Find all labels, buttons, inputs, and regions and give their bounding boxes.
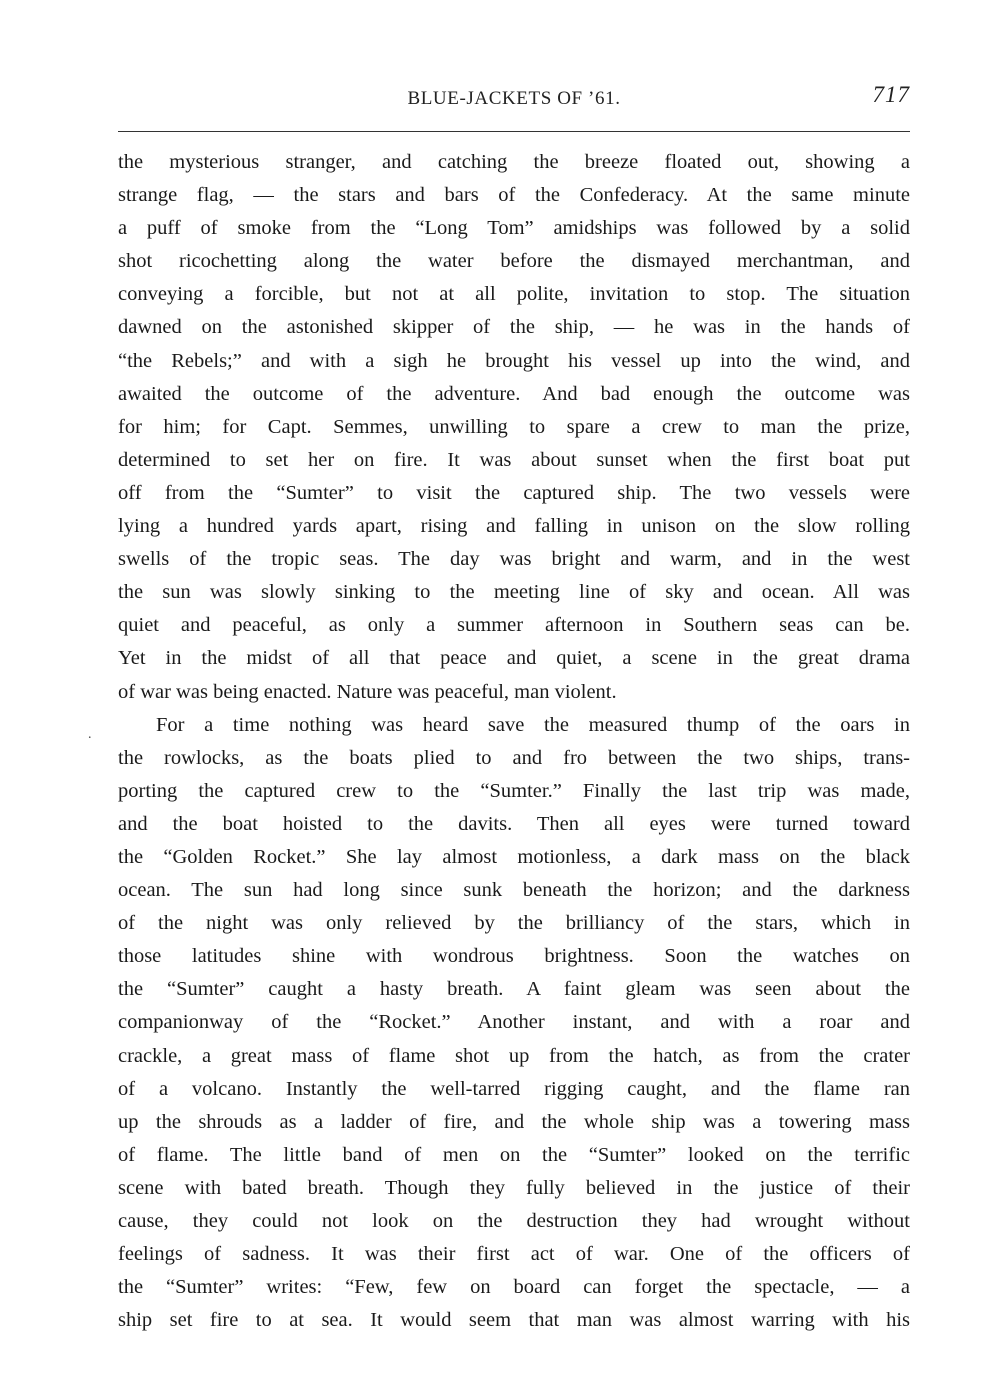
text-line: “the Rebels;” and with a sigh he brought his vessel up into the wind, and — [118, 349, 910, 372]
text-line: cause, they could not look on the destruction they had wrought without — [118, 1210, 910, 1232]
text-line: the rowlocks, as the boats plied to and fro between the two ships, trans- — [118, 746, 910, 769]
text-line: off from the “Sumter” to visit the captured ship. The two vessels were — [118, 481, 910, 504]
text-line: of war was being enacted. Nature was peaceful, man violent. — [118, 680, 617, 703]
text-line: ship set fire to at sea. It would seem that man was almost warring with his — [118, 1309, 910, 1332]
text-line: for him; for Capt. Semmes, unwilling to spare a crew to man the prize, — [118, 415, 910, 438]
text-line: the sun was slowly sinking to the meeting line of sky and ocean. All was — [118, 581, 910, 604]
body-text — [118, 146, 910, 1337]
text-line: dawned on the astonished skipper of the ship, — he was in the hands of — [118, 316, 910, 339]
page-number: 717 — [872, 82, 910, 107]
text-line: ocean. The sun had long since sunk beneath the horizon; and the darkness — [118, 879, 910, 902]
text-line: companionway of the “Rocket.” Another instant, and with a roar and — [118, 1011, 910, 1034]
text-line: the mysterious stranger, and catching the breeze floated out, showing a — [118, 151, 910, 173]
text-line: the “Sumter” caught a hasty breath. A faint gleam was seen about the — [118, 978, 910, 1001]
text-line: swells of the tropic seas. The day was bright and warm, and in the west — [118, 548, 910, 571]
paragraph-2 — [118, 709, 910, 1338]
text-line: lying a hundred yards apart, rising and falling in unison on the slow rolling — [118, 515, 910, 538]
text-line: those latitudes shine with wondrous brightness. Soon the watches on — [118, 945, 910, 968]
text-line: of flame. The little band of men on the “Sumter” looked on the terrific — [118, 1143, 910, 1166]
text-line: and the boat hoisted to the davits. Then all eyes were turned toward — [118, 812, 910, 835]
text-line: the “Golden Rocket.” She lay almost motionless, a dark mass on the black — [118, 845, 910, 868]
text-line: scene with bated breath. Though they fully believed in the justice of their — [118, 1176, 910, 1199]
running-head — [118, 82, 910, 116]
text-line: the “Sumter” writes: “Few, few on board can forget the spectacle, — a — [118, 1276, 910, 1299]
text-line: shot ricochetting along the water before the dismayed merchantman, and — [118, 250, 910, 273]
text-line: porting the captured crew to the “Sumter.” Finally the last trip was made, — [118, 779, 910, 802]
header-rule — [118, 131, 910, 132]
text-line: feelings of sadness. It was their first act of war. One of the officers of — [118, 1243, 910, 1266]
text-line: quiet and peaceful, as only a summer afternoon in Southern seas can be. — [118, 614, 910, 637]
text-line: For a time nothing was heard save the measured thump of the oars in — [156, 713, 910, 736]
text-line: up the shrouds as a ladder of fire, and the whole ship was a towering mass — [118, 1110, 910, 1133]
text-line: conveying a forcible, but not at all polite, invitation to stop. The situation — [118, 283, 910, 306]
text-line: of the night was only relieved by the brilliancy of the stars, which in — [118, 912, 910, 935]
margin-mark: . — [88, 727, 92, 742]
text-line: awaited the outcome of the adventure. And bad enough the outcome was — [118, 382, 910, 405]
text-line: determined to set her on fire. It was about sunset when the first boat put — [118, 448, 910, 471]
text-line: crackle, a great mass of flame shot up from the hatch, as from the crater — [118, 1044, 910, 1067]
text-line: of a volcano. Instantly the well-tarred rigging caught, and the flame ran — [118, 1077, 910, 1100]
text-line: strange flag, — the stars and bars of the Confederacy. At the same minute — [118, 184, 910, 207]
text-line: Yet in the midst of all that peace and quiet, a scene in the great drama — [118, 647, 910, 670]
paragraph-1 — [118, 146, 910, 709]
text-line: a puff of smoke from the “Long Tom” amidships was followed by a solid — [118, 217, 910, 240]
running-title: BLUE-JACKETS OF ’61. — [407, 88, 621, 109]
